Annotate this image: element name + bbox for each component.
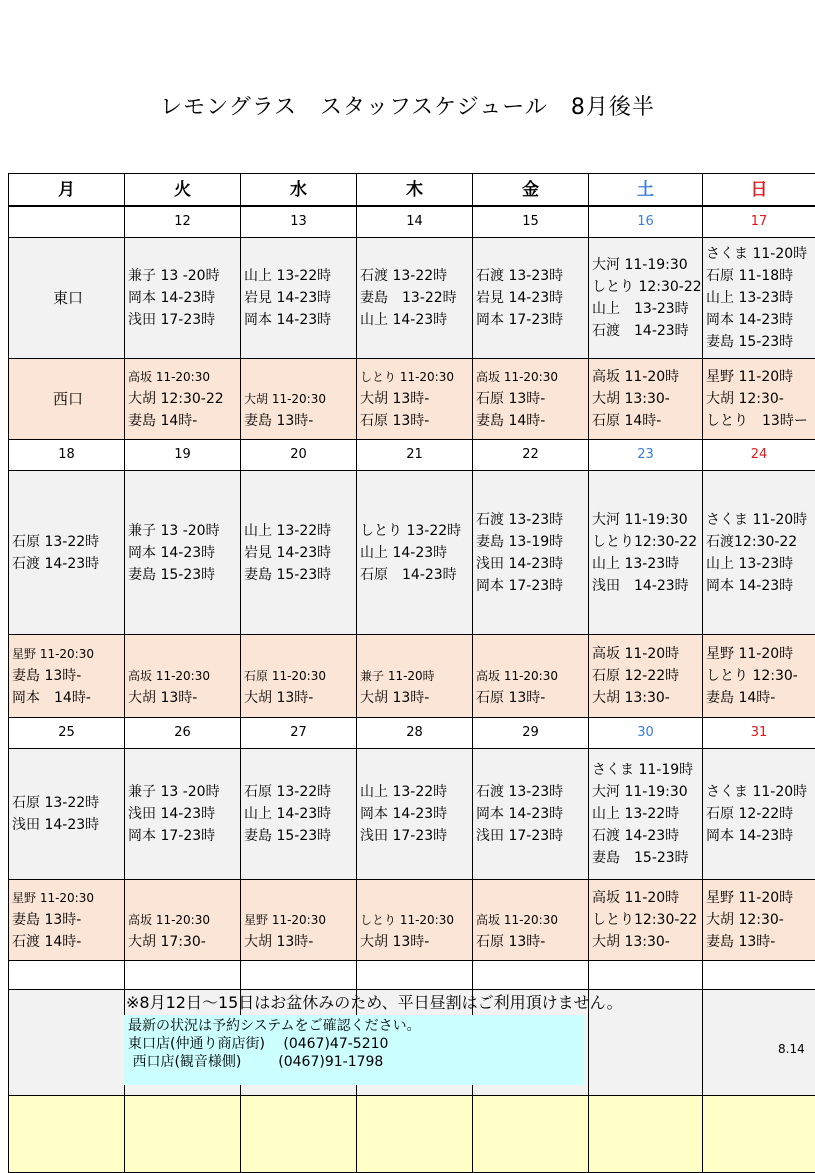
east-shift-cell [589, 749, 703, 880]
east-shift-cell [9, 749, 125, 880]
east-shift-cell [241, 238, 357, 359]
shift-entry: 高坂 11-20時 [592, 643, 702, 665]
shift-entry: 石渡 13-22時 [360, 265, 472, 287]
west-shift-cell [357, 880, 473, 961]
shift-entry: 岡本 14-23時 [360, 803, 472, 825]
empty-cell [703, 1096, 815, 1173]
shift-entry: 高坂 11-20:30 [476, 909, 588, 931]
shift-entry: 大胡 13時- [244, 931, 356, 953]
west-shop-row [9, 635, 815, 718]
empty-cell [125, 961, 241, 990]
date-cell: 25 [9, 718, 125, 749]
west-shift-cell [473, 359, 589, 440]
east-shop-row [9, 749, 815, 880]
east-shift-cell [125, 238, 241, 359]
shift-entry: 山上 13-22時 [592, 803, 702, 825]
blank-row [9, 961, 815, 990]
shift-entry: 岩見 14-23時 [244, 287, 356, 309]
weekday-thu: 木 [357, 174, 473, 207]
info-box [124, 1015, 584, 1085]
shift-entry: さくま 11-20時 [706, 243, 815, 265]
shift-entry [360, 887, 472, 909]
east-shift-cell [241, 471, 357, 635]
weekday-fri: 金 [473, 174, 589, 207]
east-shift-cell [703, 749, 815, 880]
shift-entry: 石原 12-22時 [706, 803, 815, 825]
east-shift-cell [473, 238, 589, 359]
west-shift-cell [357, 635, 473, 718]
date-cell: 26 [125, 718, 241, 749]
date-cell: 20 [241, 440, 357, 471]
shift-entry [244, 366, 356, 388]
shift-entry: 浅田 17-23時 [476, 825, 588, 847]
shift-entry: 山上 13-22時 [244, 265, 356, 287]
empty-cell [241, 961, 357, 990]
shift-entry: 石渡 13-23時 [476, 509, 588, 531]
east-shop-label: 東口 [9, 238, 125, 359]
empty-cell [241, 1096, 357, 1173]
shift-entry: さくま 11-20時 [706, 781, 815, 803]
shift-entry: 浅田 14-23時 [12, 814, 124, 836]
shift-entry: 浅田 17-23時 [128, 309, 240, 331]
shift-entry: 石渡12:30-22 [706, 531, 815, 553]
shift-entry: 高坂 11-20:30 [476, 665, 588, 687]
west-shift-cell [473, 635, 589, 718]
west-shift-cell [9, 635, 125, 718]
west-shift-cell [589, 880, 703, 961]
shift-entry: 星野 11-20時 [706, 643, 815, 665]
shift-entry: 星野 11-20時 [706, 366, 815, 388]
shift-entry: しとり12:30-22 [592, 531, 702, 553]
east-shift-cell [473, 749, 589, 880]
shift-entry: 妻島 13時- [12, 909, 124, 931]
west-shop-row [9, 359, 815, 440]
west-shift-cell [473, 880, 589, 961]
shift-entry: 岡本 17-23時 [476, 309, 588, 331]
shift-entry: しとり 11-20:30 [360, 909, 472, 931]
date-cell: 28 [357, 718, 473, 749]
shift-entry: 石渡 13-23時 [476, 265, 588, 287]
weekday-sun: 日 [703, 174, 815, 207]
shift-entry: 大河 11-19:30 [592, 254, 702, 276]
shift-entry: 兼子 13 -20時 [128, 781, 240, 803]
shift-entry: 大胡 13:30- [592, 388, 702, 410]
weekday-mon: 月 [9, 174, 125, 207]
empty-cell [9, 1096, 125, 1173]
shift-entry: 石原 13-22時 [12, 792, 124, 814]
shift-entry: 岡本 17-23時 [476, 575, 588, 597]
shift-entry: 大河 11-19:30 [592, 781, 702, 803]
shift-entry: 石渡 14時- [12, 931, 124, 953]
weekday-wed: 水 [241, 174, 357, 207]
shift-entry: さくま 11-19時 [592, 759, 702, 781]
info-line: 最新の状況は予約システムをご確認ください。 [128, 1017, 580, 1035]
shift-entry: 妻島 15-23時 [592, 847, 702, 869]
shift-entry: 大胡 11-20:30 [244, 388, 356, 410]
shift-entry: 妻島 13-22時 [360, 287, 472, 309]
shift-entry: 妻島 15-23時 [244, 564, 356, 586]
west-shift-cell [241, 359, 357, 440]
east-shift-cell [125, 471, 241, 635]
shift-entry: 山上 14-23時 [360, 309, 472, 331]
east-shift-cell [357, 471, 473, 635]
shift-entry: 浅田 17-23時 [360, 825, 472, 847]
shift-entry: 大胡 13:30- [592, 687, 702, 709]
shift-entry: 岡本 17-23時 [128, 825, 240, 847]
shift-entry [476, 887, 588, 909]
shift-entry: しとり 11-20:30 [360, 366, 472, 388]
date-cell: 22 [473, 440, 589, 471]
shift-entry: 石原 13時- [360, 410, 472, 432]
shift-entry: 岡本 14-23時 [476, 803, 588, 825]
shift-entry: しとり 12:30-22 [592, 276, 702, 298]
shift-entry: さくま 11-20時 [706, 509, 815, 531]
shift-entry [128, 887, 240, 909]
weekday-header-row [9, 174, 815, 207]
date-cell: 30 [589, 718, 703, 749]
holiday-notice: ※8月12日～15日はお盆休みのため、平日昼割はご利用頂けません。 [126, 990, 623, 1013]
shift-entry: 石渡 14-23時 [12, 553, 124, 575]
shift-entry: 高坂 11-20:30 [128, 665, 240, 687]
west-shift-cell [125, 880, 241, 961]
shift-entry: 岡本 14-23時 [128, 287, 240, 309]
empty-cell [473, 961, 589, 990]
update-date: 8.14 [778, 1042, 805, 1056]
shift-entry: しとり 13時ー [706, 410, 815, 432]
west-shop-row [9, 880, 815, 961]
shift-entry: 山上 13-22時 [244, 520, 356, 542]
date-cell: 14 [357, 206, 473, 238]
empty-cell [589, 961, 703, 990]
shift-entry: 兼子 13 -20時 [128, 265, 240, 287]
shift-entry: 山上 14-23時 [244, 803, 356, 825]
shift-entry: 山上 13-23時 [706, 553, 815, 575]
date-cell: 29 [473, 718, 589, 749]
date-cell: 12 [125, 206, 241, 238]
date-row [9, 718, 815, 749]
west-shift-cell [357, 359, 473, 440]
east-shop-row [9, 471, 815, 635]
shift-entry: 浅田 14-23時 [592, 575, 702, 597]
west-shift-cell [9, 880, 125, 961]
shift-entry: 妻島 14時- [128, 410, 240, 432]
date-cell: 13 [241, 206, 357, 238]
page-title: レモングラス スタッフスケジュール 8月後半 [0, 90, 815, 121]
shift-entry: 石渡 13-23時 [476, 781, 588, 803]
empty-cell [357, 1096, 473, 1173]
shift-entry [476, 643, 588, 665]
shift-entry: 山上 14-23時 [360, 542, 472, 564]
east-shift-cell [703, 471, 815, 635]
shift-entry [128, 643, 240, 665]
info-west-shop: 西口店(観音様側) (0467)91-1798 [128, 1053, 580, 1071]
east-shift-cell [703, 238, 815, 359]
east-shift-cell [357, 238, 473, 359]
shift-entry: 岡本 14時- [12, 687, 124, 709]
shift-entry: 妻島 13時- [12, 665, 124, 687]
west-shift-cell [703, 359, 815, 440]
west-shift-cell [125, 635, 241, 718]
date-cell: 24 [703, 440, 815, 471]
east-shift-cell [589, 238, 703, 359]
shift-entry: 大河 11-19:30 [592, 509, 702, 531]
shift-entry: 妻島 15-23時 [244, 825, 356, 847]
shift-entry: 星野 11-20:30 [244, 909, 356, 931]
shift-entry: 大胡 13時- [360, 931, 472, 953]
shift-entry: 兼子 13 -20時 [128, 520, 240, 542]
weekday-sat: 土 [589, 174, 703, 207]
date-cell [9, 206, 125, 238]
date-cell: 17 [703, 206, 815, 238]
empty-cell [9, 990, 125, 1096]
shift-entry: 妻島 15-23時 [706, 331, 815, 353]
date-cell: 23 [589, 440, 703, 471]
shift-entry: 浅田 14-23時 [128, 803, 240, 825]
weekday-tue: 火 [125, 174, 241, 207]
shift-entry [244, 887, 356, 909]
shift-entry [244, 643, 356, 665]
shift-entry: 妻島 13時- [706, 931, 815, 953]
east-shift-cell [9, 471, 125, 635]
east-shift-cell [357, 749, 473, 880]
shift-entry: 高坂 11-20:30 [128, 909, 240, 931]
west-shift-cell [703, 880, 815, 961]
shift-entry: 山上 13-23時 [706, 287, 815, 309]
west-shift-cell [703, 635, 815, 718]
west-shift-cell [589, 635, 703, 718]
shift-entry: 岡本 14-23時 [128, 542, 240, 564]
shift-entry: 山上 13-22時 [360, 781, 472, 803]
shift-entry: 石渡 14-23時 [592, 825, 702, 847]
date-cell: 31 [703, 718, 815, 749]
shift-entry: 大胡 13時- [360, 388, 472, 410]
east-shift-cell [589, 471, 703, 635]
east-shift-cell [241, 749, 357, 880]
shift-entry: 大胡 12:30-22 [128, 388, 240, 410]
shift-entry: 石原 11-18時 [706, 265, 815, 287]
shift-entry: 大胡 12:30- [706, 909, 815, 931]
shift-entry: 石原 11-20:30 [244, 665, 356, 687]
shift-entry: 山上 13-23時 [592, 553, 702, 575]
date-cell: 15 [473, 206, 589, 238]
shift-entry: 妻島 15-23時 [128, 564, 240, 586]
empty-cell [589, 1096, 703, 1173]
east-shift-cell [473, 471, 589, 635]
shift-entry: しとり 12:30- [706, 665, 815, 687]
shift-entry: 石原 13時- [476, 931, 588, 953]
date-cell: 27 [241, 718, 357, 749]
date-row [9, 440, 815, 471]
shift-entry: 星野 11-20時 [706, 887, 815, 909]
empty-cell [703, 961, 815, 990]
date-cell: 18 [9, 440, 125, 471]
shift-entry: 岡本 14-23時 [706, 825, 815, 847]
shift-entry: 大胡 13時- [244, 687, 356, 709]
date-cell: 19 [125, 440, 241, 471]
shift-entry: 浅田 14-23時 [476, 553, 588, 575]
shift-entry: 高坂 11-20:30 [476, 366, 588, 388]
shift-entry: 岡本 14-23時 [706, 575, 815, 597]
shift-entry: 妻島 13時- [244, 410, 356, 432]
date-cell: 21 [357, 440, 473, 471]
shift-entry: 妻島 14時- [706, 687, 815, 709]
shift-entry: 大胡 12:30- [706, 388, 815, 410]
shift-entry: 石原 13時- [476, 388, 588, 410]
shift-entry: 岩見 14-23時 [476, 287, 588, 309]
shift-entry: 高坂 11-20時 [592, 366, 702, 388]
west-shift-cell [241, 880, 357, 961]
shift-entry: 山上 13-23時 [592, 298, 702, 320]
shift-entry: 岩見 14-23時 [244, 542, 356, 564]
shift-entry: 兼子 11-20時 [360, 665, 472, 687]
shift-entry: 石原 13-22時 [12, 531, 124, 553]
shift-entry: 石渡 14-23時 [592, 320, 702, 342]
footer-contact-row [9, 1096, 815, 1173]
shift-entry: 星野 11-20:30 [12, 887, 124, 909]
shift-entry: 石原 14時- [592, 410, 702, 432]
west-shift-cell [125, 359, 241, 440]
shift-entry: 岡本 14-23時 [244, 309, 356, 331]
shift-entry: しとり 13-22時 [360, 520, 472, 542]
date-cell: 16 [589, 206, 703, 238]
shift-entry: 妻島 14時- [476, 410, 588, 432]
shift-entry: 岡本 14-23時 [706, 309, 815, 331]
west-shift-cell [241, 635, 357, 718]
info-east-shop: 東口店(仲通り商店街) (0467)47-5210 [128, 1035, 580, 1053]
east-shift-cell [125, 749, 241, 880]
shift-entry: 石原 14-23時 [360, 564, 472, 586]
shift-entry: しとり12:30-22 [592, 909, 702, 931]
west-shop-label: 西口 [9, 359, 125, 440]
shift-entry: 石原 13時- [476, 687, 588, 709]
shift-entry [360, 643, 472, 665]
shift-entry: 高坂 11-20:30 [128, 366, 240, 388]
shift-entry: 大胡 13時- [360, 687, 472, 709]
shift-entry: 大胡 13:30- [592, 931, 702, 953]
empty-cell [9, 961, 125, 990]
east-shop-row [9, 238, 815, 359]
empty-cell [125, 1096, 241, 1173]
shift-entry: 石原 12-22時 [592, 665, 702, 687]
shift-entry: 石原 13-22時 [244, 781, 356, 803]
empty-cell [357, 961, 473, 990]
date-row [9, 206, 815, 238]
shift-entry: 高坂 11-20時 [592, 887, 702, 909]
empty-cell [473, 1096, 589, 1173]
west-shift-cell [589, 359, 703, 440]
shift-entry: 妻島 13-19時 [476, 531, 588, 553]
shift-entry: 星野 11-20:30 [12, 643, 124, 665]
shift-entry: 大胡 13時- [128, 687, 240, 709]
shift-entry: 大胡 17:30- [128, 931, 240, 953]
